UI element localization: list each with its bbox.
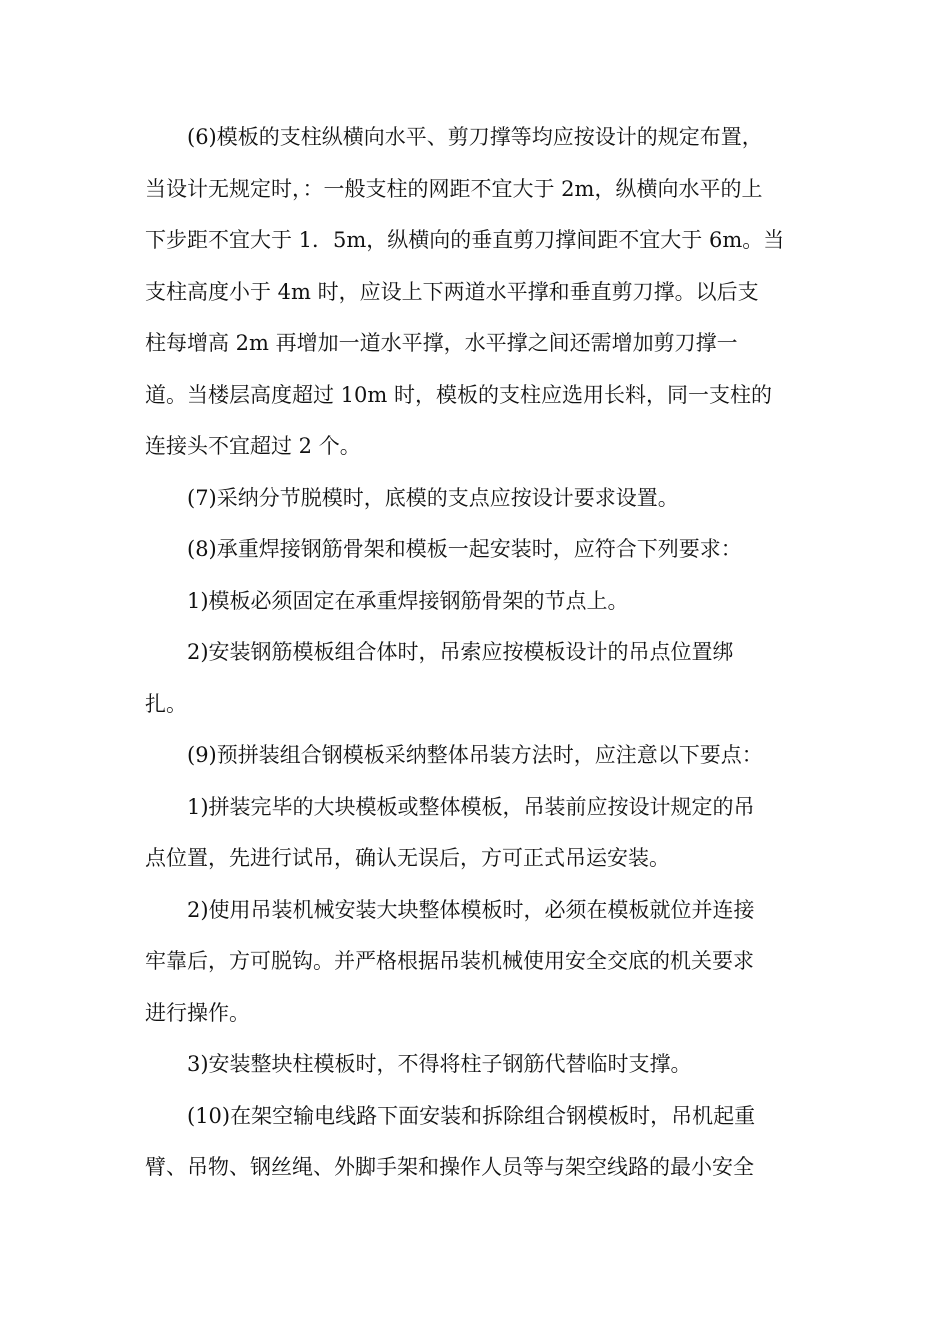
paragraph-9-item-1 bbox=[145, 782, 805, 885]
document-body bbox=[145, 112, 805, 1194]
text-line: (6)模板的支柱纵横向水平、剪刀撑等均应按设计的规定布置， bbox=[187, 125, 763, 149]
text-line: 臂、吊物、钢丝绳、外脚手架和操作人员等与架空线路的最小安全 bbox=[145, 1155, 754, 1179]
paragraph-9-item-3 bbox=[145, 1039, 805, 1091]
text-line: 下步距不宜大于 1．5m，纵横向的垂直剪刀撑间距不宜大于 6m。当 bbox=[145, 228, 785, 252]
text-line: 连接头不宜超过 2 个。 bbox=[145, 434, 361, 458]
paragraph-8-item-1 bbox=[145, 576, 805, 628]
text-line: 进行操作。 bbox=[145, 1000, 250, 1025]
text-line: 2)使用吊装机械安装大块整体模板时，必须在模板就位并连接 bbox=[187, 897, 755, 922]
paragraph-9 bbox=[145, 730, 805, 782]
paragraph-7 bbox=[145, 473, 805, 525]
paragraph-8 bbox=[145, 524, 805, 576]
text-line: 扎。 bbox=[145, 691, 187, 716]
text-line: 3)安装整块柱模板时，不得将柱子钢筋代替临时支撑。 bbox=[187, 1052, 692, 1076]
text-line: (7)采纳分节脱模时，底模的支点应按设计要求设置。 bbox=[187, 485, 679, 510]
paragraph-10 bbox=[145, 1091, 805, 1194]
text-line: (10)在架空输电线路下面安装和拆除组合钢模板时，吊机起重 bbox=[187, 1103, 756, 1128]
text-line: 当设计无规定时，：一般支柱的网距不宜大于 2m，纵横向水平的上 bbox=[145, 176, 763, 201]
paragraph-6 bbox=[145, 112, 805, 473]
paragraph-9-item-2 bbox=[145, 885, 805, 1040]
text-line: 牢靠后，方可脱钩。并严格根据吊装机械使用安全交底的机关要求 bbox=[145, 949, 754, 973]
text-line: 1)拼装完毕的大块模板或整体模板，吊装前应按设计规定的吊 bbox=[187, 794, 755, 819]
text-line: 支柱高度小于 4m 时，应设上下两道水平撑和垂直剪刀撑。以后支 bbox=[145, 279, 759, 304]
text-line: 1)模板必须固定在承重焊接钢筋骨架的节点上。 bbox=[187, 588, 629, 613]
text-line: 点位置，先进行试吊，确认无误后，方可正式吊运安装。 bbox=[145, 846, 670, 870]
paragraph-8-item-2 bbox=[145, 627, 805, 730]
text-line: 道。当楼层高度超过 10m 时，模板的支柱应选用长料，同一支柱的 bbox=[145, 382, 772, 407]
text-line: (9)预拼装组合钢模板采纳整体吊装方法时，应注意以下要点： bbox=[187, 743, 763, 767]
text-line: 2)安装钢筋模板组合体时，吊索应按模板设计的吊点位置绑 bbox=[187, 640, 734, 664]
text-line: (8)承重焊接钢筋骨架和模板一起安装时，应符合下列要求： bbox=[187, 537, 742, 561]
text-line: 柱每增高 2m 再增加一道水平撑，水平撑之间还需增加剪刀撑一 bbox=[145, 331, 738, 355]
